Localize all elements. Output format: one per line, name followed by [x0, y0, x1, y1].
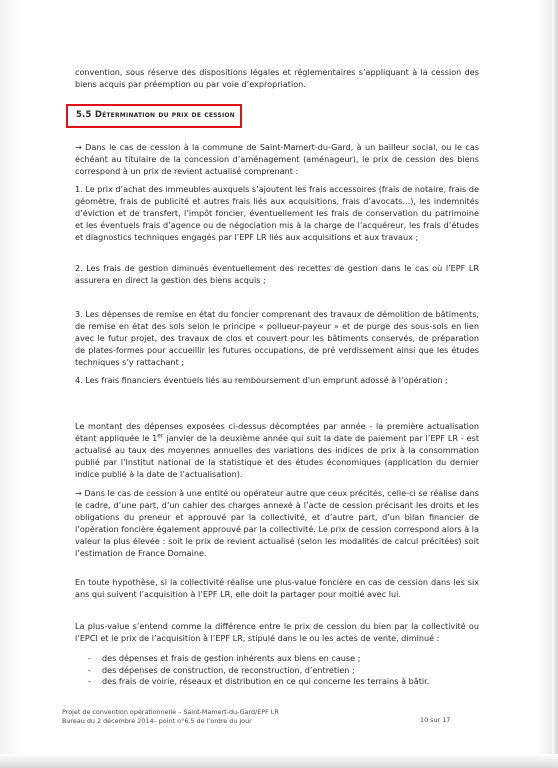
list-item: - des dépenses de construction, de reconstruction, d’entretien ; — [88, 665, 478, 677]
list-item-1: 1. Le prix d’achat des immeubles auxquels s’ajoutent les frais accessoires (frais de notaire, frais de géomètre, frais de publicité et autres frais liés aux acquisitions, frais d’avocats...), les indemnités d’éviction et de transfert, l’impôt foncier, éventuellement les frais de conservation du patrimoine et les éventuels frais d’agence ou de négociation mis à la charge de l’acquéreur, les frais d’études et diagnostics techniques engagés par l’EPF LR liés aux acquisitions et aux travaux ; — [75, 184, 479, 242]
scan-edge-right — [552, 0, 558, 768]
list-item-2: 2. Les frais de gestion diminués éventuellement des recettes de gestion dans le cas où l’EPF LR assurera en direct la gestion des biens acquis ; — [75, 263, 479, 285]
actualisation-text-start: Le montant des dépenses exposées ci-dessus décomptées par année - la première actualisation étant appliquée le 1 — [75, 421, 479, 443]
footer-meeting: Bureau du 2 décembre 2014– point n°6.5 de l’ordre du jour — [62, 716, 252, 725]
actualisation-text-end: janvier de la deuxième année qui suit la date de paiement par l’EPF LR - est actualisé au taux des moyennes annuelles des variations des indices de prix à la consommation publié par l’Institut national de la statistique et des études économiques (application du dernier indice publié à la date de l’actualisation). — [75, 433, 479, 479]
superscript-er: er — [157, 432, 164, 440]
deductions-list — [88, 653, 478, 688]
paragraph-plus-value: En toute hypothèse, si la collectivité réalise une plus-value foncière en cas de cession dans les six ans qui suivent l’acquisition à l’EPF LR, elle doit la partager pour moitié avec lui. — [75, 577, 479, 599]
list-item-4: 4. Les frais financiers éventuels liés au remboursement d’un emprunt adossé à l’opération ; — [75, 375, 448, 385]
intro-paragraph: convention, sous réserve des dispositions légales et réglementaires s’appliquant à la cession des biens acquis par préemption ou par voie d’expropriation. — [75, 67, 479, 89]
paragraph-commune-case: → Dans le cas de cession à la commune de Saint-Mamert-du-Gard, à un bailleur social, ou le cas échéant au titulaire de la concession d’aménagement (aménageur), le prix de cession des biens correspond à un prix de revient actualisé comprenant : — [75, 142, 479, 176]
footer-title: Projet de convention opérationnelle – Saint-Mamert-du-Gard/EPF LR — [62, 708, 279, 716]
scan-edge-bottom — [0, 754, 558, 768]
section-heading: 5.5 Détermination du prix de cession — [76, 110, 235, 120]
list-item: - des dépenses et frais de gestion inhérents aux biens en cause ; — [88, 653, 478, 665]
list-item: - des frais de voirie, réseaux et distribution en ce qui concerne les terrains à bâtir. — [88, 676, 478, 688]
paragraph-other-entity: → Dans le cas de cession à une entité ou opérateur autre que ceux précités, celle-ci se réalise dans le cadre, d’une part, d’un cahier des charges annexé à l’acte de cession précisant les droits et les obligations du preneur et approuvé par la collectivité, et d’autre part, d’un bilan financier de l’opération foncière également approuvé par la collectivité. Le prix de cession correspond alors à la valeur la plus élevée : soit le prix de revient actualisé (selon les modalités de calcul précitées) soit l’estimation de France Domaine. — [75, 488, 479, 558]
paragraph-plus-value-definition: La plus-value s’entend comme la différence entre le prix de cession du bien par la collectivité ou l’EPCI et le prix de l’acquisition à l’EPF LR, stipulé dans le ou les actes de vente, diminué : — [75, 621, 479, 643]
page-number: 10 sur 17 — [420, 716, 451, 724]
page-footer — [62, 708, 279, 725]
list-item-3: 3. Les dépenses de remise en état du foncier comprenant des travaux de démolition de bâtiments, de remise en état des sols selon le principe « pollueur-payeur » et de purge des sous-sols en lien avec le futur projet, des travaux de clos et couvert pour les bâtiments conservés, de préparation de plates-formes pour accueillir les futures occupations, de pré verdissement ainsi que les études techniques s’y rattachant ; — [75, 309, 479, 367]
paragraph-actualisation — [75, 420, 479, 480]
